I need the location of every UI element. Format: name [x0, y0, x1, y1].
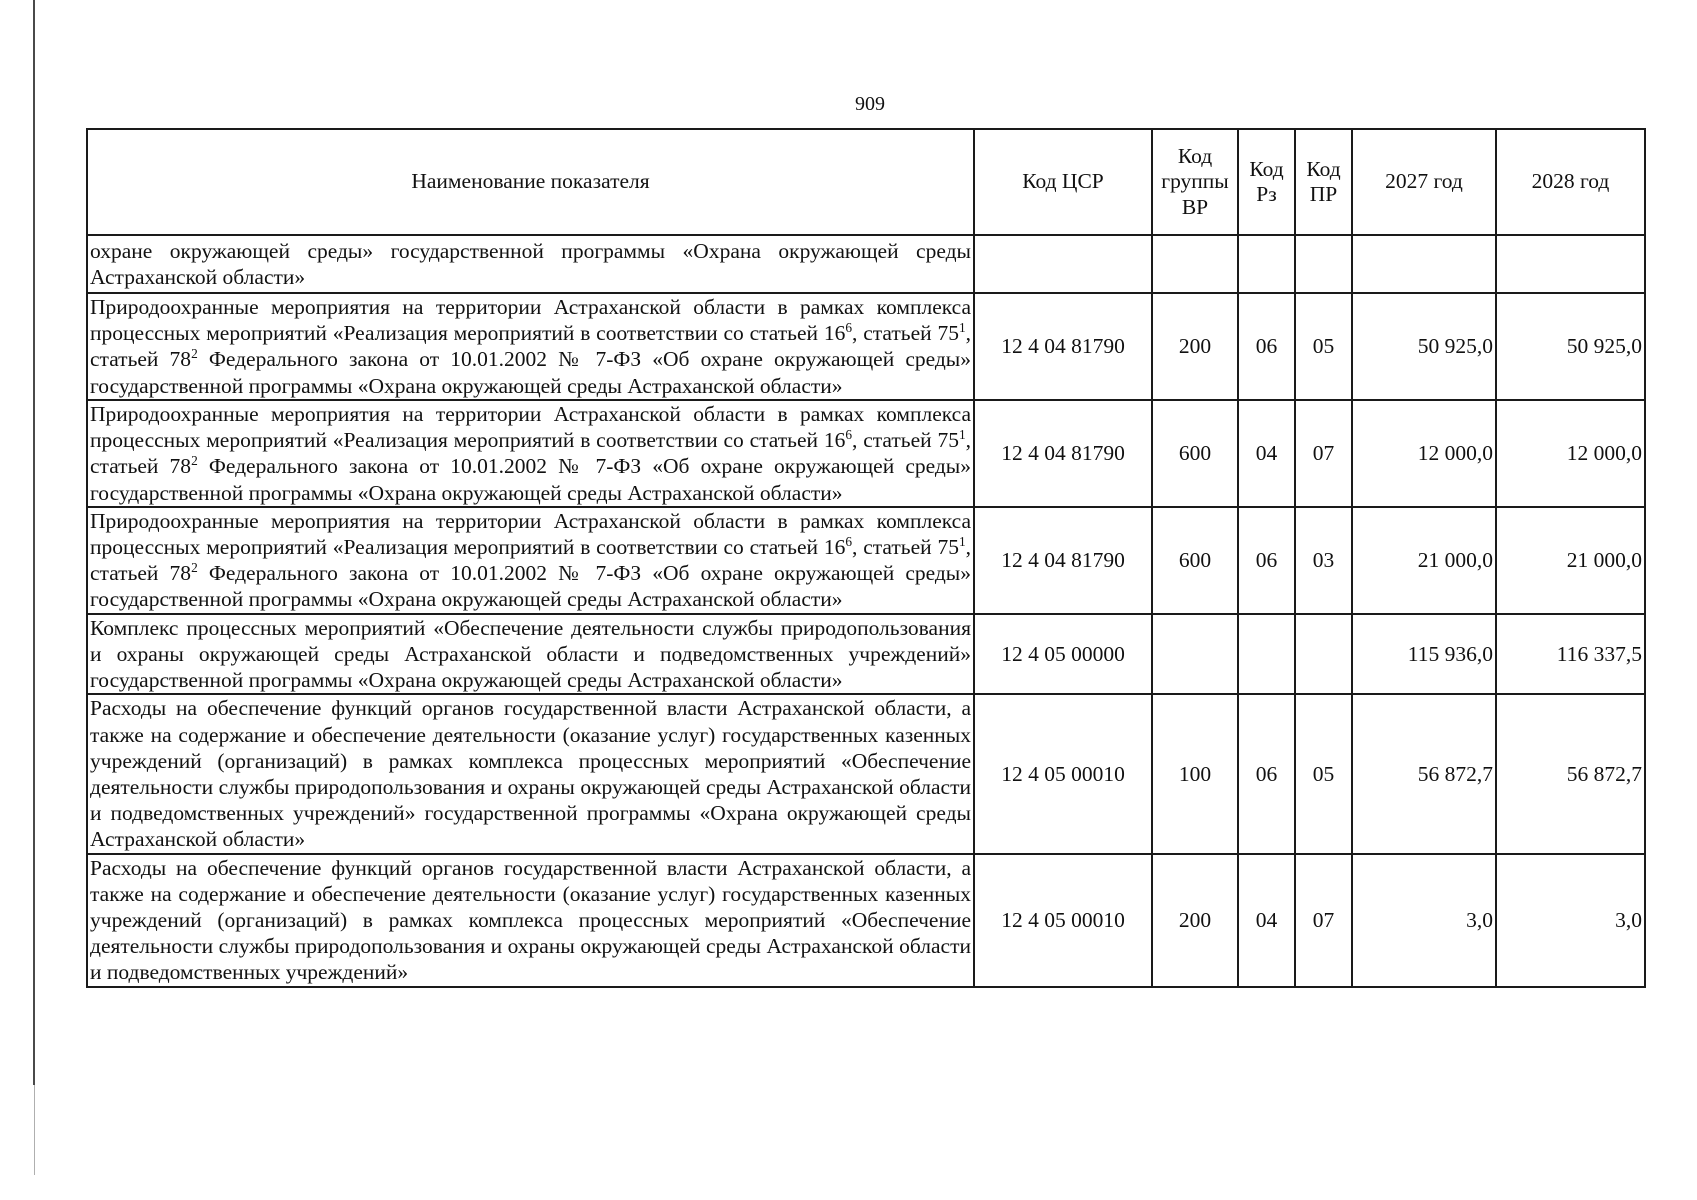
header-vr-group-code: Код группы ВР	[1152, 129, 1238, 235]
row-csr-code: 12 4 04 81790	[974, 507, 1152, 614]
row-name: Расходы на обеспечение функций органов государственной власти Астраханской области, а также на содержание и обеспечение деятельности (оказание услуг) государственных казенных учреждений (организаций) в рамках комплекса процессных мероприятий «Обеспечение деятельности службы природопользования и охраны окружающей среды Астраханской области и подведомственных учреждений»	[87, 854, 974, 987]
row-amount-2027: 50 925,0	[1352, 293, 1496, 400]
row-amount-2028: 116 337,5	[1496, 614, 1645, 695]
row-rz-code: 04	[1238, 400, 1295, 507]
table-row	[87, 614, 1645, 695]
row-pr-code: 05	[1295, 293, 1352, 400]
row-name: Расходы на обеспечение функций органов государственной власти Астраханской области, а также на содержание и обеспечение деятельности (оказание услуг) государственных казенных учреждений (организаций) в рамках комплекса процессных мероприятий «Обеспечение деятельности службы природопользования и охраны окружающей среды Астраханской области и подведомственных учреждений» государственной программы «Охрана окружающей среды Астраханской области»	[87, 694, 974, 853]
row-csr-code: 12 4 04 81790	[974, 400, 1152, 507]
header-name: Наименование показателя	[87, 129, 974, 235]
row-amount-2028: 21 000,0	[1496, 507, 1645, 614]
header-csr-code: Код ЦСР	[974, 129, 1152, 235]
row-rz-code: 04	[1238, 854, 1295, 987]
row-pr-code: 05	[1295, 694, 1352, 853]
header-year-2028: 2028 год	[1496, 129, 1645, 235]
table-row	[87, 293, 1645, 400]
table-row	[87, 854, 1645, 987]
row-vr-code: 200	[1152, 854, 1238, 987]
scan-border-line-faint	[34, 1085, 35, 1175]
header-year-2027: 2027 год	[1352, 129, 1496, 235]
row-rz-code	[1238, 614, 1295, 695]
row-name: Природоохранные мероприятия на территории Астраханской области в рамках комплекса процессных мероприятий «Реализация мероприятий в соответствии со статьей $16^6$, статьей $75^1$, статьей $78^2$ Федерального закона от 10.01.2002 № 7-ФЗ «Об охране окружающей среды» государственной программы «Охрана окружающей среды Астраханской области»	[87, 400, 974, 507]
row-amount-2027: 3,0	[1352, 854, 1496, 987]
row-vr-code: 600	[1152, 400, 1238, 507]
row-rz-code: 06	[1238, 507, 1295, 614]
header-rz-code: Код Рз	[1238, 129, 1295, 235]
row-amount-2028: 3,0	[1496, 854, 1645, 987]
row-rz-code: 06	[1238, 694, 1295, 853]
row-name: Комплекс процессных мероприятий «Обеспечение деятельности службы природопользования и охраны окружающей среды Астраханской области и подведомственных учреждений» государственной программы «Охрана окружающей среды Астраханской области»	[87, 614, 974, 695]
row-csr-code: 12 4 05 00000	[974, 614, 1152, 695]
row-vr-code: 200	[1152, 293, 1238, 400]
row-csr-code	[974, 235, 1152, 293]
row-csr-code: 12 4 05 00010	[974, 854, 1152, 987]
table-row	[87, 235, 1645, 293]
row-name: охране окружающей среды» государственной программы «Охрана окружающей среды Астраханской области»	[87, 235, 974, 293]
row-name: Природоохранные мероприятия на территории Астраханской области в рамках комплекса процессных мероприятий «Реализация мероприятий в соответствии со статьей $16^6$, статьей $75^1$, статьей $78^2$ Федерального закона от 10.01.2002 № 7-ФЗ «Об охране окружающей среды» государственной программы «Охрана окружающей среды Астраханской области»	[87, 293, 974, 400]
row-pr-code: 07	[1295, 854, 1352, 987]
row-amount-2028: 12 000,0	[1496, 400, 1645, 507]
table-row	[87, 507, 1645, 614]
row-vr-code: 600	[1152, 507, 1238, 614]
table-header-row	[87, 129, 1645, 235]
scan-border-line	[33, 0, 35, 1085]
row-pr-code	[1295, 614, 1352, 695]
row-vr-code	[1152, 614, 1238, 695]
row-amount-2027: 21 000,0	[1352, 507, 1496, 614]
table-row	[87, 694, 1645, 853]
row-rz-code	[1238, 235, 1295, 293]
page-number: 909	[855, 93, 885, 115]
row-pr-code: 07	[1295, 400, 1352, 507]
row-pr-code	[1295, 235, 1352, 293]
row-vr-code	[1152, 235, 1238, 293]
row-amount-2028: 56 872,7	[1496, 694, 1645, 853]
row-amount-2028	[1496, 235, 1645, 293]
row-amount-2027: 115 936,0	[1352, 614, 1496, 695]
row-pr-code: 03	[1295, 507, 1352, 614]
row-amount-2027: 56 872,7	[1352, 694, 1496, 853]
budget-table	[86, 128, 1646, 988]
table-row	[87, 400, 1645, 507]
row-csr-code: 12 4 04 81790	[974, 293, 1152, 400]
row-amount-2027	[1352, 235, 1496, 293]
row-amount-2027: 12 000,0	[1352, 400, 1496, 507]
row-amount-2028: 50 925,0	[1496, 293, 1645, 400]
header-pr-code: Код ПР	[1295, 129, 1352, 235]
row-vr-code: 100	[1152, 694, 1238, 853]
row-rz-code: 06	[1238, 293, 1295, 400]
row-name: Природоохранные мероприятия на территории Астраханской области в рамках комплекса процессных мероприятий «Реализация мероприятий в соответствии со статьей $16^6$, статьей $75^1$, статьей $78^2$ Федерального закона от 10.01.2002 № 7-ФЗ «Об охране окружающей среды» государственной программы «Охрана окружающей среды Астраханской области»	[87, 507, 974, 614]
row-csr-code: 12 4 05 00010	[974, 694, 1152, 853]
